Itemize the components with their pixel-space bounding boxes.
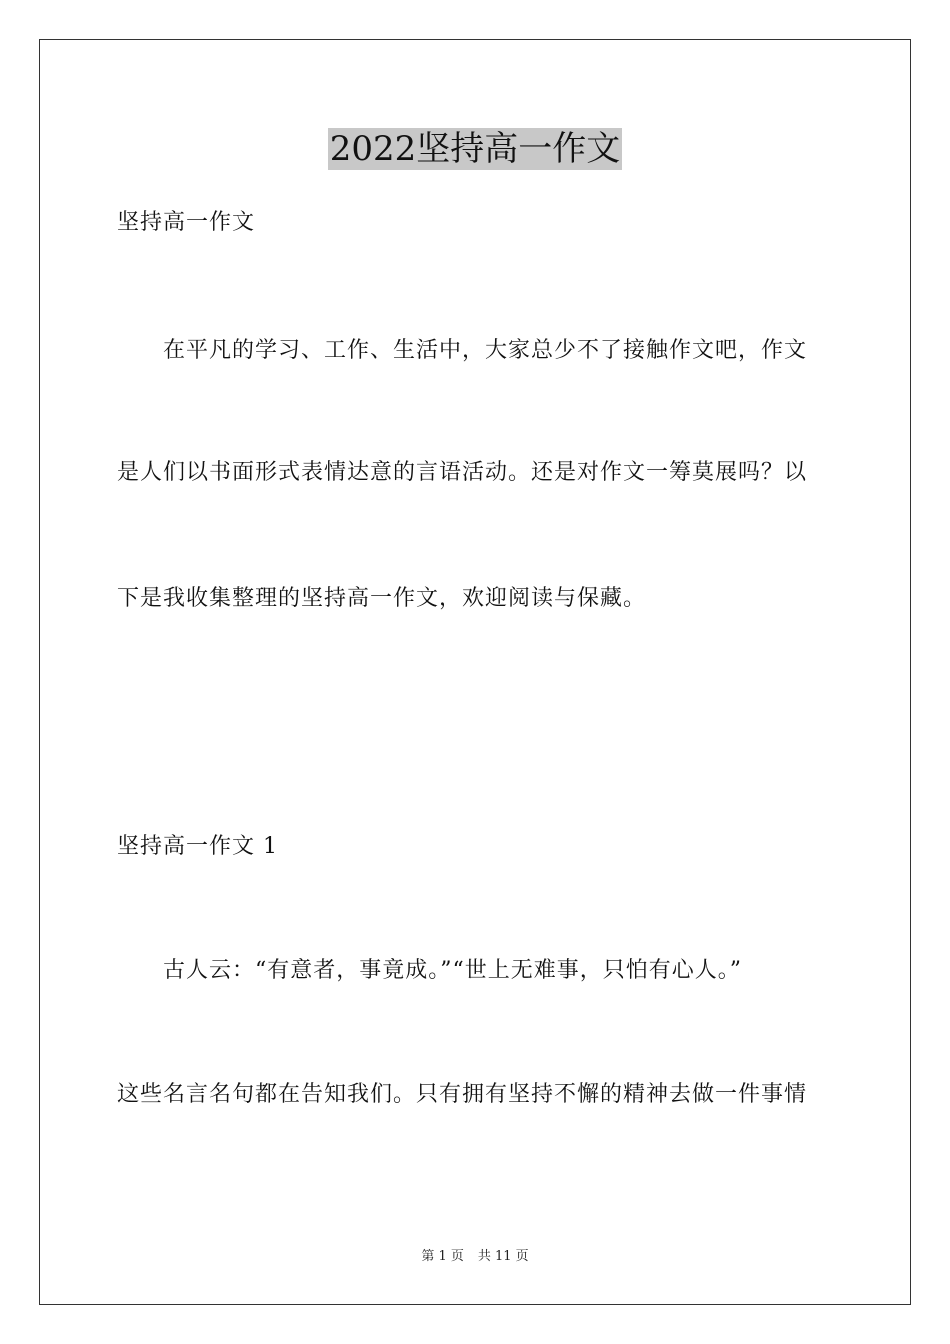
document-subtitle: 坚持高一作文 [117,210,256,235]
page-number: 第 1 页 [421,1249,464,1264]
section-line-1: 古人云：“有意者，事竟成。”“世上无难事，只怕有心人。” [163,958,742,983]
section-line-2: 这些名言名句都在告知我们。只有拥有坚持不懈的精神去做一件事情 [117,1082,808,1107]
intro-line-2: 是人们以书面形式表情达意的言语活动。还是对作文一筹莫展吗？以 [117,460,808,485]
intro-line-1: 在平凡的学习、工作、生活中，大家总少不了接触作文吧，作文 [163,338,808,363]
page-total: 共 11 页 [477,1249,529,1264]
document-title: 2022坚持高一作文 [329,129,621,169]
section-heading: 坚持高一作文 1 [117,834,278,859]
intro-line-3: 下是我收集整理的坚持高一作文，欢迎阅读与保藏。 [117,586,647,611]
page-footer [0,1248,950,1266]
title-container [0,128,950,170]
